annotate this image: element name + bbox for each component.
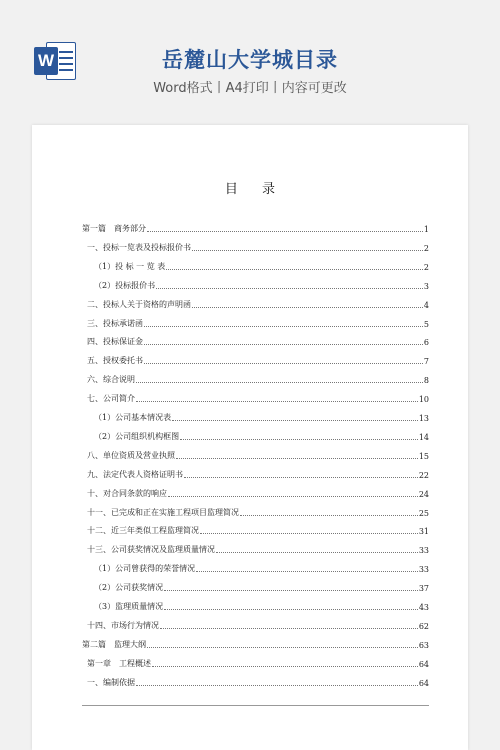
toc-entry-label: （2）公司获奖情况 — [94, 583, 164, 593]
toc-entry[interactable] — [82, 524, 429, 536]
toc-entry-label: 十、对合同条款的响应 — [87, 488, 167, 498]
word-icon-badge: W — [34, 47, 58, 75]
toc-entry-label: 十一、已完成和正在实施工程项目监理简况 — [87, 507, 239, 517]
toc-entry-leader — [196, 571, 418, 572]
toc-entry[interactable] — [82, 487, 429, 499]
toc-entry[interactable] — [82, 468, 429, 480]
toc-entry[interactable] — [82, 449, 429, 461]
toc-entry-leader — [147, 231, 423, 232]
toc-entry[interactable] — [82, 335, 429, 347]
toc-entry[interactable] — [82, 506, 429, 518]
toc-entry-leader — [136, 382, 423, 383]
toc-title: 目 录 — [224, 182, 286, 197]
toc-entry-leader — [136, 685, 418, 686]
toc-entry[interactable] — [82, 279, 429, 291]
toc-entry-label: （2）投标报价书 — [94, 280, 156, 290]
toc-entry-label: 十二、近三年类似工程监理简况 — [87, 526, 199, 536]
toc-entry-leader — [164, 590, 418, 591]
toc-entry-page: 7 — [423, 357, 429, 367]
toc-entry-label: 一、编制依据 — [87, 677, 135, 687]
toc-entry-page: 24 — [418, 489, 429, 499]
toc-entry-page: 25 — [418, 508, 429, 518]
toc-entry[interactable] — [82, 222, 429, 234]
toc-entry-page: 2 — [423, 262, 429, 272]
toc-entry-page: 63 — [418, 640, 429, 650]
toc-entry-leader — [184, 477, 418, 478]
toc-entry-leader — [200, 533, 418, 534]
toc-entry-label: 第二篇 监理大纲 — [82, 639, 146, 649]
toc-entry-label: （2）公司组织机构框图 — [94, 431, 180, 441]
toc-entry-page: 5 — [423, 319, 429, 329]
page-title: 岳麓山大学城目录 — [162, 48, 338, 72]
toc-entry-label: 十三、公司获奖情况及监理质量情况 — [87, 545, 215, 555]
toc-entry-leader — [192, 250, 423, 251]
toc-entry-page: 22 — [418, 470, 429, 480]
toc-entry-leader — [144, 344, 423, 345]
page-subtitle: Word格式丨A4打印丨内容可更改 — [153, 81, 347, 96]
toc-entry-leader — [136, 401, 418, 402]
toc-entry-label: 三、投标承诺函 — [87, 318, 143, 328]
toc-entry-page: 64 — [418, 678, 429, 688]
toc-entry-leader — [160, 628, 418, 629]
toc-entry-page: 3 — [423, 281, 429, 291]
toc-entry-label: 七、公司简介 — [87, 394, 135, 404]
toc-entry[interactable] — [82, 411, 429, 423]
toc-entry[interactable] — [82, 430, 429, 442]
toc-entry-leader — [180, 439, 418, 440]
toc-entry[interactable] — [82, 392, 429, 404]
toc-entry-label: （3）监理质量情况 — [94, 602, 164, 611]
toc-entry-label: 一、投标一览表及投标报价书 — [87, 242, 191, 252]
toc-entry-leader — [240, 515, 418, 516]
toc-entry-leader — [144, 326, 423, 327]
toc-entry-page: 31 — [418, 527, 429, 537]
header — [0, 0, 500, 125]
toc-entry-label: 二、投标人关于资格的声明函 — [87, 299, 191, 309]
toc-entry-page: 6 — [423, 338, 429, 348]
toc-entry[interactable] — [82, 354, 429, 366]
toc-entry[interactable] — [82, 657, 429, 669]
toc-entry-page: 64 — [418, 659, 429, 669]
toc-entry[interactable] — [82, 676, 429, 688]
toc-entry-page: 62 — [418, 621, 429, 631]
toc-entry-label: 六、综合说明 — [87, 375, 135, 385]
toc-entry-page: 15 — [418, 451, 429, 461]
toc-entry[interactable] — [82, 260, 429, 272]
toc-entry[interactable] — [82, 317, 429, 329]
toc-entry-leader — [152, 666, 418, 667]
toc-entry-leader — [192, 307, 423, 308]
toc-entry-label: （1）公司基本情况表 — [94, 413, 172, 422]
toc-entry-page: 14 — [418, 432, 429, 442]
toc-entry-label: 十四、市场行为情况 — [87, 620, 159, 630]
toc-entry-page: 33 — [418, 565, 429, 575]
toc-entry-leader — [164, 609, 418, 610]
toc-entry-page: 10 — [418, 395, 429, 405]
toc-entry-leader — [172, 420, 418, 421]
toc-entry-leader — [176, 458, 418, 459]
toc-entry-page: 8 — [423, 376, 429, 386]
toc-entry-page: 13 — [418, 414, 429, 423]
toc-entry-page: 37 — [418, 584, 429, 594]
toc-entry[interactable] — [82, 241, 429, 253]
toc-entry[interactable] — [82, 562, 429, 574]
toc-entry-page: 43 — [418, 603, 429, 612]
toc-entry-page: 2 — [423, 243, 429, 253]
toc-entry-page: 1 — [423, 225, 429, 234]
bottom-rule — [82, 705, 429, 706]
toc-entry-label: 九、法定代表人资格证明书 — [87, 469, 183, 479]
toc-entry-label: （1）公司曾获得的荣誉情况 — [94, 564, 196, 574]
toc-entry[interactable] — [82, 543, 429, 555]
toc-entry-leader — [166, 269, 423, 270]
toc-entry-leader — [147, 647, 418, 648]
toc-entry-label: 八、单位资质及营业执照 — [87, 450, 175, 460]
toc-entry-label: 四、投标保证金 — [87, 337, 143, 347]
toc-entry-leader — [168, 496, 418, 497]
toc-entry-page: 33 — [418, 546, 429, 556]
toc-entry[interactable] — [82, 298, 429, 310]
toc-entry-label: 五、授权委托书 — [87, 356, 143, 366]
toc-entry-page: 4 — [423, 300, 429, 310]
document-page — [32, 125, 468, 750]
toc-entry[interactable] — [82, 373, 429, 385]
toc-entry-label: 第一篇 商务部分 — [82, 224, 146, 233]
toc-entry-label: （1）投 标 一 览 表 — [94, 261, 166, 271]
toc-entry-label: 第一章 工程概述 — [87, 658, 151, 668]
toc-entry-leader — [156, 288, 423, 289]
toc-entry-leader — [144, 363, 423, 364]
toc-entry[interactable] — [82, 619, 429, 631]
toc-entry-leader — [216, 552, 418, 553]
toc-entry[interactable] — [82, 600, 429, 612]
toc-entry[interactable] — [82, 581, 429, 593]
toc-entry[interactable] — [82, 638, 429, 650]
